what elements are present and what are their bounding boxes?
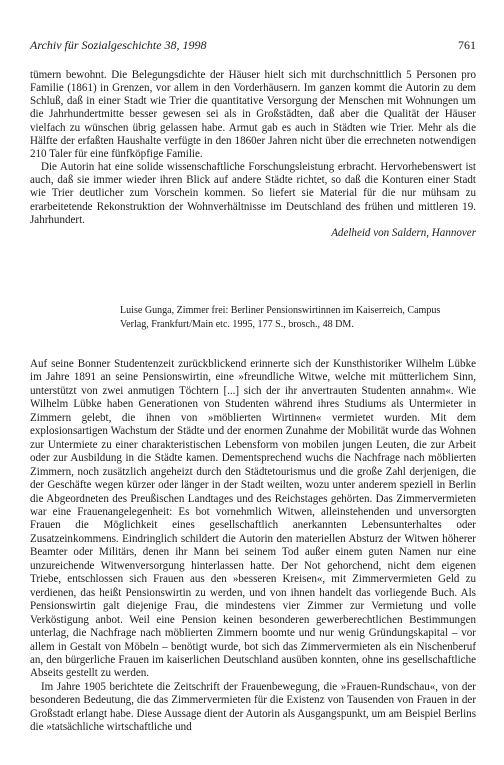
journal-title: Archiv für Sozialgeschichte 38, 1998 — [30, 38, 207, 52]
first-review-text — [30, 69, 476, 240]
paragraph: Im Jahre 1905 berichtete die Zeitschrift der Frauenbewegung, die »Frauen-Rundschau«, von der besonderen Bedeutung, die das Zimmervermieten für die Existenz von Tausenden von Frauen in der Großstadt erlangt habe. Diese Aussage dient der Autorin als Ausgangspunkt, um am Beispiel Berlins die »tatsächliche wirtschaftliche und — [30, 680, 476, 734]
reviewer-signature: Adelheid von Saldern, Hannover — [331, 226, 476, 239]
running-header — [30, 38, 476, 54]
book-citation — [120, 304, 476, 332]
paragraph: Die Autorin hat eine solide wissenschaftliche Forschungsleistung erbracht. Hervorhebenswert ist auch, daß sie immer wieder ihren Blick auf andere Städte richtet, so daß die Konturen einer Stadt wie Trier deutlicher zum Vorschein kommen. So liefert sie Material für die nur mühsam zu erarbeitetende Rekonstruktion der Wohnverhältnisse im Deutschland des frühen und mittleren 19. Jahrhundert. — [30, 161, 476, 226]
paragraph: Auf seine Bonner Studentenzeit zurückblickend erinnerte sich der Kunsthistoriker Wilhelm Lübke im Jahre 1891 an seine Pensionswirtin, eine »freundliche Witwe, welche mit mütterlichem Sinn, unterstützt von zwei anmutigen Töchtern [...] sich der ihr anvertrauten Studenten annahm«. Wie Wilhelm Lübke haben Generationen von Studenten während ihres Studiums als Untermieter in Zimmern gelebt, die ihnen von »möblierten Wirtinnen« vermietet wurden. Mit dem explosionsartigen Wachstum der Städte und der enormen Zunahme der Mobilität wurde das Wohnen zur Untermiete zu einer charakteristischen Lebensform von mobilen jungen Leuten, die zur Arbeit oder zur Ausbildung in die Städte kamen. Dementsprechend wuchs die Nachfrage nach möblierten Zimmern, noch zusätzlich angeheizt durch den Städtetourismus und die große Zahl derjenigen, die der Geschäfte wegen kürzer oder länger in der Stadt weilten, wozu unter anderem speziell in Berlin die Abgeordneten des Preußischen Landtages und des Reichstages gehörten. Das Zimmervermieten war eine Frauenangelegenheit: Es bot vornehmlich Witwen, alleinstehenden und unversorgten Frauen die Möglichkeit eines gesellschaftlich anerkannten Lebensunterhaltes oder Zusatzeinkommens. Eindringlich schildert die Autorin den materiellen Absturz der Witwen höherer Beamter oder Militärs, denen ihr Mann bei seinem Tod außer einem guten Namen nur eine unzureichende Witwenversorgung hinterlassen hatte. Der Not gehorchend, nicht dem eigenen Triebe, entschlossen sich Frauen aus den »besseren Kreisen«, mit Zimmervermieten Geld zu verdienen, das heißt Pensionswirtin zu werden, und von ihnen handelt das vorliegende Buch. Als Pensionswirtin galt diejenige Frau, die mindestens vier Zimmer zur Vermietung und volle Verköstigung anbot. Weil eine Pension keinen besonderen gewerberechtlichen Bestimmungen unterlag, die Nachfrage nach möblierten Zimmern boomte und nur wenig Gründungskapital – vor allem in Gestalt von Möbeln – benötigt wurde, bot sich das Zimmervermieten als ein Nischenberuf an, den bürgerliche Frauen im kaiserlichen Deutschland ausüben konnten, ohne ins gesellschaftliche Abseits gestellt zu werden. — [30, 358, 476, 680]
second-review-text — [30, 358, 476, 735]
book-citation-line: Verlag, Frankfurt/Main etc. 1995, 177 S., brosch., 48 DM. — [120, 319, 354, 331]
paragraph: tümern bewohnt. Die Belegungsdichte der Häuser hielt sich mit durchschnittlich 5 Personen pro Familie (1861) in Grenzen, vor allem in den Vorderhäusern. Im ganzen kommt die Autorin zu dem Schluß, daß in einer Stadt wie Trier die quantitative Versorgung der Menschen mit Wohnungen um die Jahrhundertmitte besser gewesen sei als in Großstädten, daß aber die Qualität der Häuser vielfach zu wünschen übrig gelassen habe. Armut gab es auch in Städten wie Trier. Mehr als die Hälfte der erfaßten Haushalte verfügte in den 1860er Jahren nicht über die errechneten notwendigen 210 Taler für eine fünfköpfige Familie. — [30, 69, 476, 160]
page-number: 761 — [458, 38, 476, 52]
book-citation-line: Luise Gunga, Zimmer frei: Berliner Pensionswirtinnen im Kaiserreich, Campus — [120, 305, 441, 316]
